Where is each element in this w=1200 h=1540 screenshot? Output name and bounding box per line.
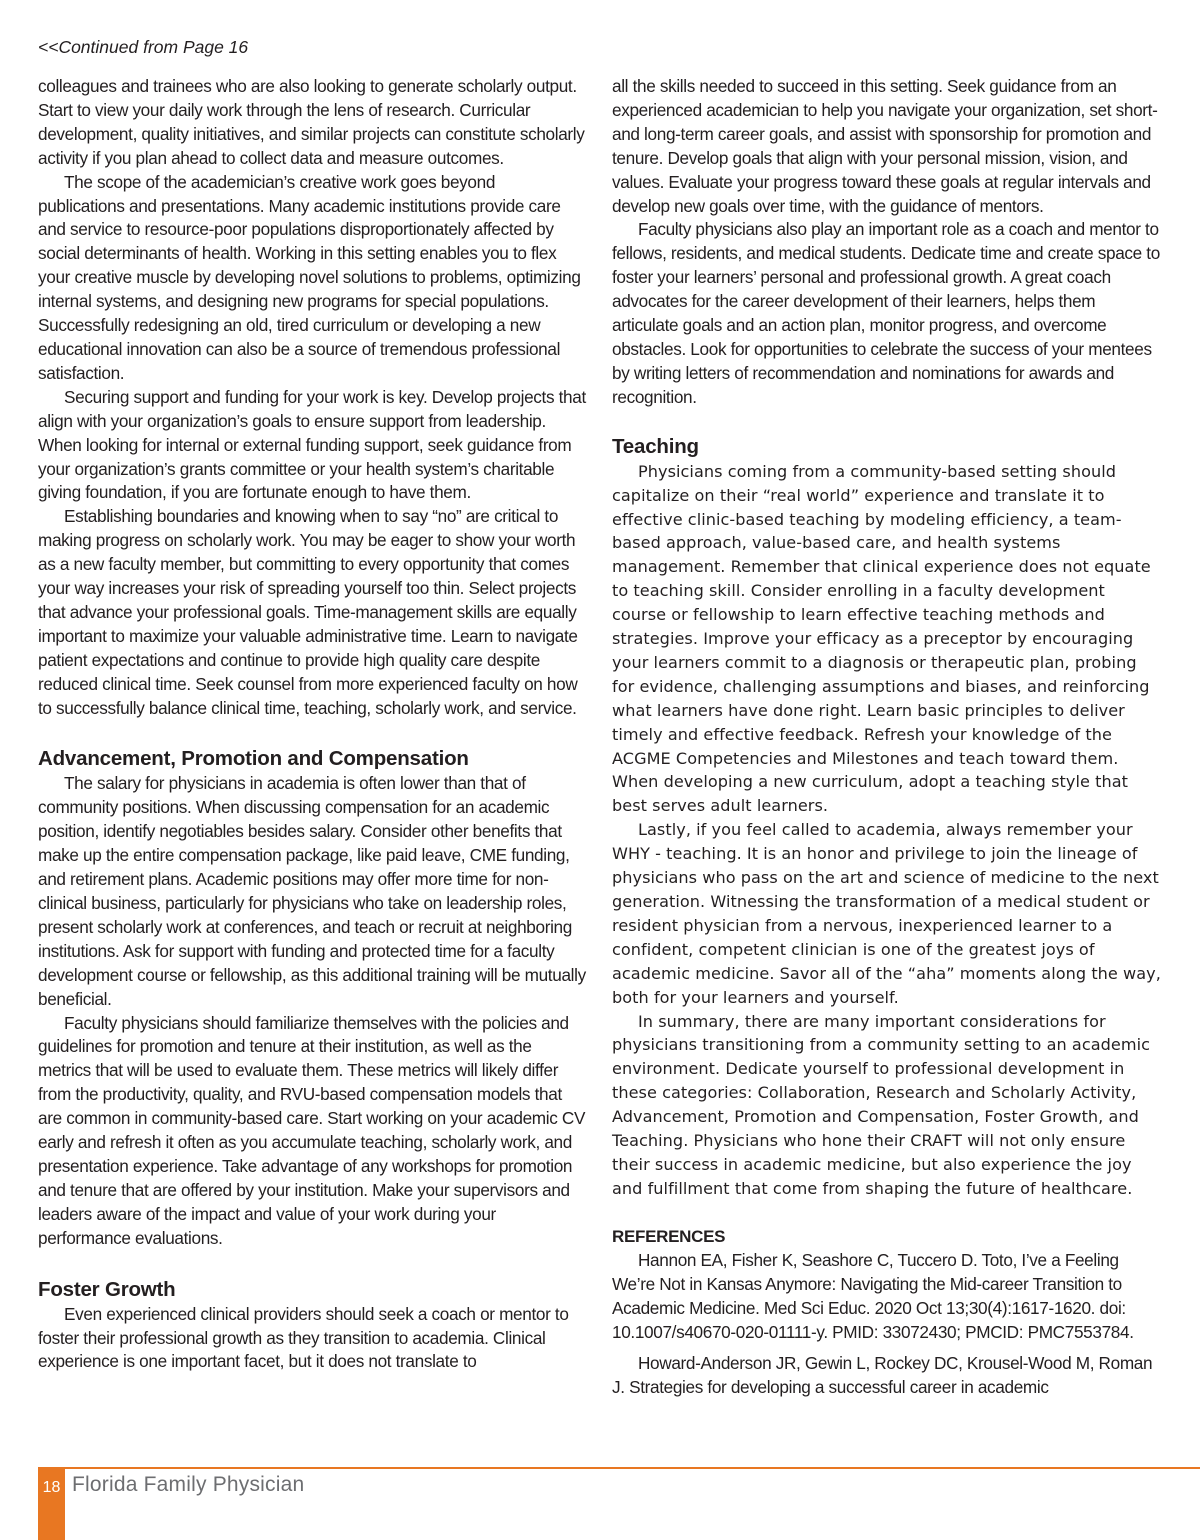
publication-name: Florida Family Physician (72, 1473, 305, 1496)
body-paragraph: Physicians coming from a community-based setting should capitalize on their “real world” experience and translate it to effective clinic-based teaching by modeling efficiency, a team-based approach, value-based care, and health systems management. Remember that clinical experience does not equate to teaching skill. Consider enrolling in a faculty development course or fellowship to learn effective teaching methods and strategies. Improve your efficacy as a preceptor by encouraging your learners commit to a diagnosis or therapeutic plan, probing for evidence, challenging assumptions and biases, and reinforcing what learners have done right. Learn basic principles to deliver timely and effective feedback. Refresh your knowledge of the ACGME Competencies and Milestones and teach toward them. When developing a new curriculum, adopt a teaching style that best serves adult learners. (612, 461, 1151, 816)
body-paragraph: The salary for physicians in academia is often lower than that of community positions. When discussing compensation for an academic position, identify negotiables besides salary. Consider other benefits that make up the entire compensation package, like paid leave, CME funding, and retirement plans. Academic positions may offer more time for non-clinical business, particularly for physicians who take on leadership roles, present scholarly work at conferences, and teach or recruit at neighboring institutions. Ask for support with funding and protected time for a faculty development course or fellowship, as this additional training will be mutually beneficial. (38, 773, 586, 1009)
reference-item: Hannon EA, Fisher K, Seashore C, Tuccero D. Toto, I’ve a Feeling We’re Not in Kansas Anymore: Navigating the Mid-career Transition to Academic Medicine. Med Sci Educ. 2020 Oct 13;30(4):1617-1620. doi: 10.1007/s40670-020-01111-y. PMID: 33072430; PMCID: PMC7553784. (612, 1249, 1134, 1342)
references-heading: REFERENCES (612, 1226, 726, 1246)
body-paragraph: Faculty physicians should familiarize themselves with the policies and guidelines for promotion and tenure at their institution, as well as the metrics that will be used to evaluate them. These metrics will likely differ from the productivity, quality, and RVU-based compensation models that are common in community-based care. Start working on your academic CV early and refresh it often as you accumulate teaching, scholarly work, and presentation experience. Take advantage of any workshops for promotion and tenure that are offered by your institution. Make your supervisors and leaders aware of the impact and value of your work during your performance evaluations. (38, 1012, 586, 1248)
footer-rule (38, 1467, 1200, 1469)
body-paragraph: all the skills needed to succeed in this setting. Seek guidance from an experienced academician to help you navigate your organization, set short- and long-term career goals, and assist with sponsorship for promotion and tenure. Develop goals that align with your personal mission, vision, and values. Evaluate your progress toward these goals at regular intervals and develop new goals over time, with the guidance of mentors. (612, 76, 1158, 216)
body-paragraph: Establishing boundaries and knowing when to say “no” are critical to making progress on scholarly work. You may be eager to show your worth as a new faculty member, but committing to every opportunity that comes your way increases your risk of spreading yourself too thin. Select projects that advance your professional goals. Time-management skills are equally important to maximize your valuable administrative time. Learn to navigate patient expectations and continue to provide high quality care despite reduced clinical time. Seek counsel from more experienced faculty on how to successfully balance clinical time, teaching, scholarly work, and service. (38, 506, 578, 718)
section-heading-advancement: Advancement, Promotion and Compensation (38, 747, 469, 771)
section-heading-foster-growth: Foster Growth (38, 1277, 176, 1301)
page-number: 18 (42, 1479, 61, 1496)
left-column (38, 75, 586, 1374)
body-paragraph: Securing support and funding for your work is key. Develop projects that align with your organization’s goals to ensure support from leadership. When looking for internal or external funding support, seek guidance from your organization’s grants committee or your health system’s charitable giving foundation, if you are fortunate enough to have them. (38, 386, 586, 503)
body-paragraph: Even experienced clinical providers should seek a coach or mentor to foster their professional growth as they transition to academia. Clinical experience is one important facet, but it does not translate to (38, 1303, 569, 1372)
continued-from-note: <<Continued from Page 16 (38, 37, 249, 57)
reference-item: Howard-Anderson JR, Gewin L, Rockey DC, Krousel-Wood M, Roman J. Strategies for developing a successful career in academic (612, 1353, 1153, 1398)
body-paragraph: Lastly, if you feel called to academia, always remember your WHY - teaching. It is an honor and privilege to join the lineage of physicians who pass on the art and science of medicine to the next generation. Witnessing the transformation of a medical student or resident physician from a nervous, inexperienced learner to a confident, competent clinician is one of the greatest joys of academic medicine. Savor all of the “aha” moments along the way, both for your learners and yourself. (612, 820, 1161, 1007)
body-paragraph: colleagues and trainees who are also looking to generate scholarly output. Start to view your daily work through the lens of research. Curricular development, quality initiatives, and similar projects can constitute scholarly activity if you plan ahead to collect data and measure outcomes. (38, 76, 585, 168)
section-heading-teaching: Teaching (612, 434, 699, 458)
body-paragraph: The scope of the academician’s creative work goes beyond publications and presentations. Many academic institutions provide care and service to resource-poor populations disproportionately affected by social determinants of health. Working in this setting enables you to flex your creative muscle by developing novel solutions to problems, optimizing internal systems, and designing new programs for special populations. Successfully redesigning an old, tired curriculum or developing a new educational innovation can also be a source of tremendous professional satisfaction. (38, 171, 581, 383)
body-paragraph: Faculty physicians also play an important role as a coach and mentor to fellows, residents, and medical students. Dedicate time and create space to foster your learners’ personal and professional growth. A great coach advocates for the career development of their learners, helps them articulate goals and an action plan, monitor progress, and overcome obstacles. Look for opportunities to celebrate the success of your mentees by writing letters of recommendation and nominations for awards and recognition. (612, 219, 1160, 407)
teaching-section (612, 460, 1164, 1201)
body-paragraph: In summary, there are many important considerations for physicians transitioning from a community setting to an academic environment. Dedicate yourself to professional development in these categories: Collaboration, Research and Scholarly Activity, Advancement, Promotion and Compensation, Foster Growth, and Teaching. Physicians who hone their CRAFT will not only ensure their success in academic medicine, but also experience the joy and fulfillment that come from shaping the future of healthcare. (612, 1011, 1151, 1198)
right-column (612, 75, 1164, 1400)
